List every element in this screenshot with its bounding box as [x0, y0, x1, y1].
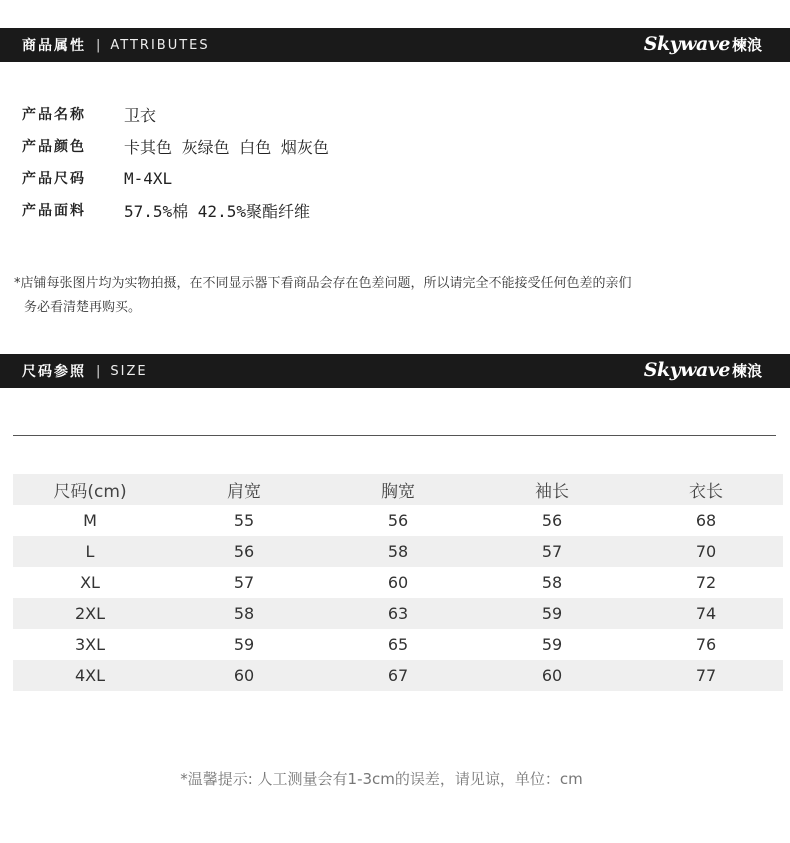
table-cell: 56 — [233, 542, 255, 561]
table-row — [13, 660, 783, 691]
brand-name-en: Skywave — [643, 33, 730, 55]
table-cell: 58 — [387, 542, 409, 561]
table-row — [13, 629, 783, 660]
table-cell: 58 — [541, 573, 563, 592]
column-header: 衣长 — [689, 482, 723, 502]
attribute-value: M-4XL — [124, 168, 173, 188]
notice-line: 务必看清楚再购买。 — [24, 300, 142, 315]
table-row — [13, 505, 783, 536]
section-divider — [13, 435, 776, 436]
attributes-header-bar — [0, 28, 790, 62]
attribute-value: 卫衣 — [124, 105, 157, 125]
table-cell: 55 — [233, 511, 255, 530]
size-header-bar — [0, 354, 790, 388]
table-cell: XL — [80, 573, 100, 592]
table-cell: 57 — [541, 542, 563, 561]
table-cell: M — [83, 511, 97, 530]
table-cell: 63 — [387, 604, 409, 623]
size-subtitle: SIZE — [110, 363, 148, 379]
attribute-value: 57.5%棉 42.5%聚酯纤维 — [124, 201, 310, 221]
table-cell: 56 — [387, 511, 409, 530]
table-cell: 68 — [695, 511, 717, 530]
attribute-label: 产品尺码 — [22, 171, 86, 187]
table-cell: 67 — [387, 666, 409, 685]
attributes-list — [22, 98, 329, 226]
attribute-label: 产品名称 — [22, 107, 86, 123]
attribute-row-size — [22, 162, 329, 194]
attribute-value: 卡其色 灰绿色 白色 烟灰色 — [124, 137, 329, 157]
table-row — [13, 598, 783, 629]
table-cell: 77 — [695, 666, 717, 685]
brand-logo — [644, 33, 762, 55]
attribute-row-fabric — [22, 194, 329, 226]
size-chart-table — [13, 474, 783, 691]
table-cell: 59 — [541, 635, 563, 654]
table-cell: 2XL — [74, 604, 106, 623]
column-header: 肩宽 — [227, 482, 261, 502]
table-cell: 76 — [695, 635, 717, 654]
column-header: 尺码(cm) — [53, 482, 127, 502]
column-header: 袖长 — [535, 482, 569, 502]
table-row — [13, 536, 783, 567]
table-cell: 65 — [387, 635, 409, 654]
table-row — [13, 567, 783, 598]
column-header: 胸宽 — [381, 482, 415, 502]
measurement-footnote: *温馨提示: 人工测量会有1-3cm的误差，请见谅，单位：cm — [180, 770, 583, 788]
table-cell: 4XL — [74, 666, 106, 685]
table-cell: 59 — [541, 604, 563, 623]
table-cell: 60 — [387, 573, 409, 592]
size-title: 尺码参照 — [22, 364, 86, 380]
color-difference-notice — [14, 272, 734, 320]
table-cell: L — [85, 542, 95, 561]
brand-name-cn: 楝浪 — [731, 36, 762, 54]
table-cell: 72 — [695, 573, 717, 592]
table-cell: 70 — [695, 542, 717, 561]
header-separator: | — [96, 37, 101, 53]
table-cell: 58 — [233, 604, 255, 623]
attributes-title: 商品属性 — [22, 38, 86, 54]
attributes-subtitle: ATTRIBUTES — [110, 37, 210, 53]
brand-name-en: Skywave — [643, 359, 730, 381]
attribute-row-name — [22, 98, 329, 130]
table-cell: 60 — [541, 666, 563, 685]
table-cell: 3XL — [74, 635, 106, 654]
table-header-row — [13, 474, 783, 505]
table-cell: 59 — [233, 635, 255, 654]
attribute-label: 产品面料 — [22, 203, 86, 219]
table-cell: 57 — [233, 573, 255, 592]
table-cell: 74 — [695, 604, 717, 623]
attribute-row-color — [22, 130, 329, 162]
notice-line: *店铺每张图片均为实物拍摄，在不同显示器下看商品会存在色差问题，所以请完全不能接受任何色差的亲们 — [14, 276, 632, 291]
table-cell: 56 — [541, 511, 563, 530]
brand-logo — [644, 359, 762, 381]
brand-name-cn: 楝浪 — [731, 362, 762, 380]
table-cell: 60 — [233, 666, 255, 685]
header-separator: | — [96, 363, 101, 379]
attribute-label: 产品颜色 — [22, 139, 86, 155]
